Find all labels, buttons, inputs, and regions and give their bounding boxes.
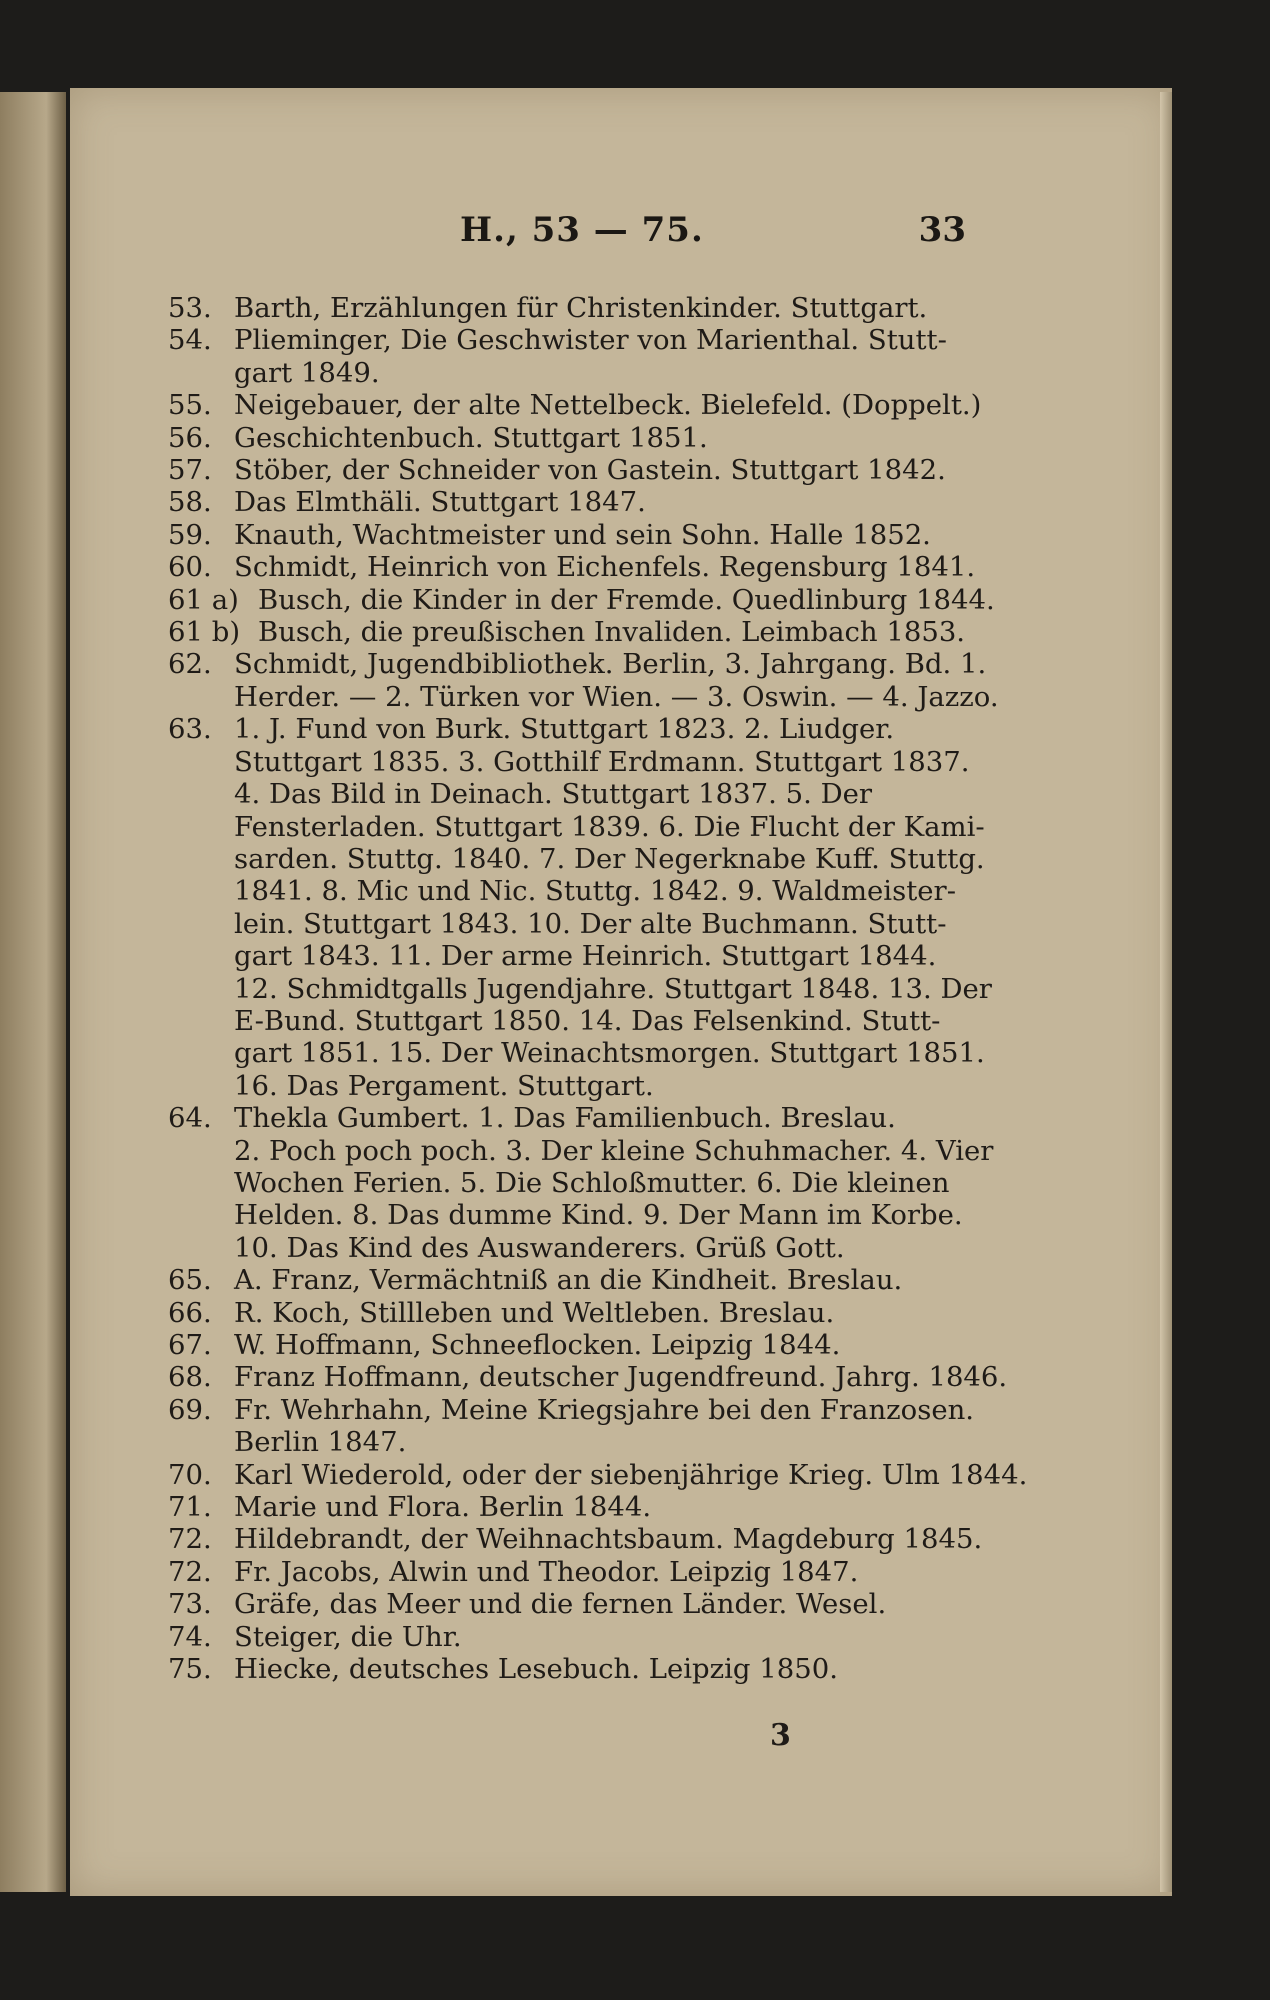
entry-line: Neigebauer, der alte Nettelbeck. Bielefeld. (Doppelt.) [234,389,982,422]
entry-line: Fr. Wehrhahn, Meine Kriegsjahre bei den Franzosen. [234,1393,975,1426]
entry-line: 1. J. Fund von Burk. Stuttgart 1823. 2. Liudger. [234,713,895,746]
entry-line: Fr. Jacobs, Alwin und Theodor. Leipzig 1847. [234,1555,859,1588]
entry-line: Berlin 1847. [234,1426,407,1459]
entry-line: Das Elmthäli. Stuttgart 1847. [234,486,646,519]
entry-line: Karl Wiederold, oder der siebenjährige Krieg. Ulm 1844. [234,1458,1028,1491]
entry-line: Franz Hoffmann, deutscher Jugendfreund. Jahrg. 1846. [234,1361,1008,1394]
catalog-entry [168,1329,980,1361]
entry-number: 65. [168,1264,212,1297]
entry-line: E-Bund. Stuttgart 1850. 14. Das Felsenkind. Stutt- [234,1004,941,1037]
catalog-entry [168,713,992,1102]
running-head: H., 53 — 75. [460,210,704,250]
entry-line: 12. Schmidtgalls Jugendjahre. Stuttgart 1848. 13. Der [234,972,992,1005]
catalog-entry [168,1458,1028,1491]
entry-line: 4. Das Bild in Deinach. Stuttgart 1837. 5. Der [234,778,873,811]
entry-line: Plieminger, Die Geschwister von Marienthal. Stutt- [234,324,947,357]
entry-number: 54. [168,324,212,357]
entry-line: 2. Poch poch poch. 3. Der kleine Schuhmacher. 4. Vier [234,1134,994,1167]
entry-number: 61 b) [168,616,241,649]
entry-number: 72. [168,1523,212,1556]
entry-line: R. Koch, Stillleben und Weltleben. Breslau. [234,1296,835,1329]
entry-number: 55. [168,389,212,422]
entry-line: gart 1849. [234,356,380,389]
entry-line: Herder. — 2. Türken vor Wien. — 3. Oswin. — 4. Jazzo. [234,680,999,713]
entry-line: 1841. 8. Mic und Nic. Stuttg. 1842. 9. Waldmeister- [234,875,956,908]
page-edge-shadow [1160,92,1172,1892]
entry-line: Busch, die Kinder in der Fremde. Quedlinburg 1844. [258,583,995,616]
catalog-entry [168,648,999,713]
entry-line: Helden. 8. Das dumme Kind. 9. Der Mann im Korbe. [234,1199,963,1232]
catalog-entry [168,1394,980,1459]
entry-number: 62. [168,648,212,681]
catalog-entry [168,1361,1008,1394]
entry-line: Stuttgart 1835. 3. Gotthilf Erdmann. Stuttgart 1837. [234,745,970,778]
entry-number: 59. [168,518,212,551]
catalog-entry [168,1523,983,1556]
entry-number: 60. [168,551,212,584]
entry-line: 16. Das Pergament. Stuttgart. [234,1069,654,1102]
entry-number: 68. [168,1361,212,1394]
entry-line: Geschichtenbuch. Stuttgart 1851. [234,421,708,454]
entry-line: Hiecke, deutsches Lesebuch. Leipzig 1850. [234,1653,838,1686]
entry-number: 69. [168,1393,212,1426]
catalog-entry [168,454,980,486]
catalog-entry [168,292,980,324]
entry-line: Thekla Gumbert. 1. Das Familienbuch. Breslau. [234,1102,896,1135]
catalog-entry [168,551,980,583]
previous-page-edge [0,92,66,1892]
catalog-entry [168,583,995,616]
entry-line: Gräfe, das Meer und die fernen Länder. Wesel. [234,1588,887,1621]
catalog-entry [168,389,980,421]
entry-line: sarden. Stuttg. 1840. 7. Der Negerknabe Kuff. Stuttg. [234,842,985,875]
catalog-entry [168,324,980,389]
catalog-entries [168,292,1028,1686]
entry-line: 10. Das Kind des Auswanderers. Grüß Gott. [234,1231,845,1264]
catalog-entry [168,616,980,648]
catalog-entry [168,486,980,518]
catalog-entry [168,519,980,551]
entry-number: 75. [168,1653,212,1686]
catalog-entry [168,1653,980,1685]
entry-line: Busch, die preußischen Invaliden. Leimbach 1853. [258,616,966,649]
entry-line: Wochen Ferien. 5. Die Schloßmutter. 6. Die kleinen [234,1166,950,1199]
entry-number: 66. [168,1296,212,1329]
entry-line: Fensterladen. Stuttgart 1839. 6. Die Flucht der Kami- [234,810,985,843]
catalog-entry [168,422,980,454]
entry-number: 64. [168,1102,212,1135]
entry-line: Marie und Flora. Berlin 1844. [234,1491,652,1524]
entry-number: 58. [168,486,212,519]
entry-number: 61 a) [168,583,239,616]
entry-line: gart 1843. 11. Der arme Heinrich. Stuttgart 1844. [234,940,937,973]
signature-mark: 3 [770,1718,791,1753]
entry-number: 57. [168,454,212,487]
entry-line: Knauth, Wachtmeister und sein Sohn. Halle 1852. [234,518,931,551]
entry-line: lein. Stuttgart 1843. 10. Der alte Buchmann. Stutt- [234,907,947,940]
catalog-entry [168,1588,980,1620]
entry-number: 73. [168,1588,212,1621]
entry-number: 67. [168,1329,212,1361]
catalog-entry [168,1491,980,1523]
catalog-entry [168,1297,980,1329]
entry-number: 63. [168,713,212,746]
entry-number: 74. [168,1620,212,1653]
entry-line: A. Franz, Vermächtniß an die Kindheit. Breslau. [234,1264,903,1297]
entry-line: W. Hoffmann, Schneeflocken. Leipzig 1844. [234,1329,841,1361]
catalog-entry [168,1102,994,1264]
entry-line: Hildebrandt, der Weihnachtsbaum. Magdeburg 1845. [234,1523,983,1556]
catalog-entry [168,1264,980,1296]
entry-number: 53. [168,292,212,324]
page-header [460,210,1000,260]
catalog-entry [168,1621,980,1653]
entry-line: gart 1851. 15. Der Weinachtsmorgen. Stuttgart 1851. [234,1037,985,1070]
entry-line: Stöber, der Schneider von Gastein. Stuttgart 1842. [234,454,946,487]
entry-line: Schmidt, Heinrich von Eichenfels. Regensburg 1841. [234,551,976,584]
page-number: 33 [918,210,966,250]
entry-line: Barth, Erzählungen für Christenkinder. Stuttgart. [234,292,928,324]
catalog-entry [168,1556,980,1588]
entry-number: 71. [168,1491,212,1524]
entry-line: Schmidt, Jugendbibliothek. Berlin, 3. Jahrgang. Bd. 1. [234,648,987,681]
entry-number: 70. [168,1458,212,1491]
entry-number: 72. [168,1555,212,1588]
entry-line: Steiger, die Uhr. [234,1620,462,1653]
entry-number: 56. [168,421,212,454]
